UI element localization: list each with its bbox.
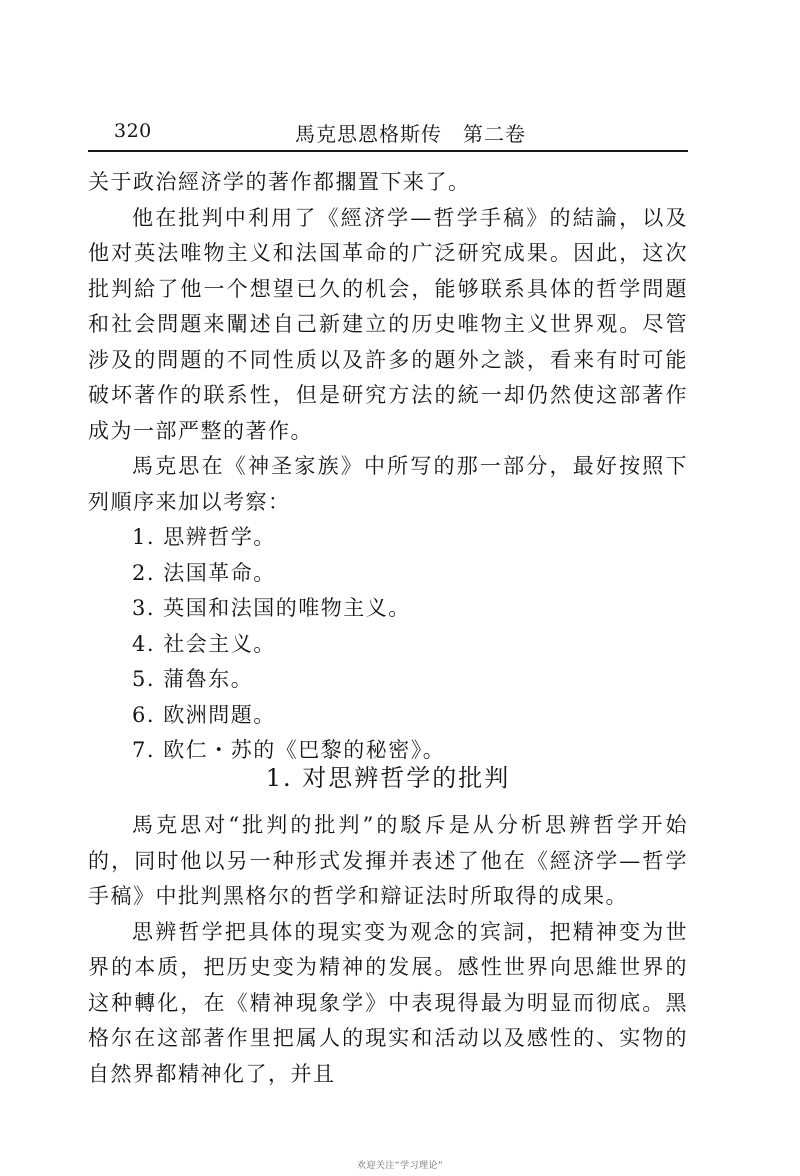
footer-watermark: 欢迎关注“学习理论” [356,1161,444,1171]
list-item: 1. 思辨哲学。 [132,525,276,549]
body-text-top [88,165,688,769]
paragraph-continued: 关于政治經济学的著作都擱置下来了。 [88,170,471,194]
paragraph: 馬克思在《神圣家族》中所写的那一部分，最好按照下列順序来加以考察： [88,454,688,514]
list-item: 2. 法国革命。 [132,560,276,585]
section-heading: 1. 对思辨哲学的批判 [265,764,511,792]
list-item: 5. 蒲魯东。 [132,667,254,691]
list-item: 3. 英国和法国的唯物主义。 [132,596,411,620]
paragraph: 思辨哲学把具体的現实变为观念的宾詞，把精神变为世界的本质，把历史变为精神的发展。感性世界向思維世界的这种轉化，在《精神現象学》中表現得最为明显而彻底。黑格尔在这部著作里把属人的現实和活动以及感性的、实物的自然界都精神化了，并且 [88,919,688,1086]
topic-list [88,520,688,769]
running-head: 馬克思恩格斯传 第二卷 [295,122,526,146]
list-item: 7. 欧仁・苏的《巴黎的秘密》。 [132,738,446,762]
paragraph: 他在批判中利用了《經济学—哲学手稿》的結論，以及他对英法唯物主义和法国革命的广泛研究成果。因此，这次批判給了他一个想望已久的机会，能够联系具体的哲学問題和社会問題来闡述自己新建立的历史唯物主义世界观。尽管涉及的問題的不同性质以及許多的題外之談，看来有时可能破坏著作的联系性，但是研究方法的統一却仍然使这部著作成为一部严整的著作。 [88,205,688,443]
page-header [88,118,688,152]
page-number: 320 [114,120,152,142]
list-item: 6. 欧洲問題。 [132,702,276,727]
paragraph: 馬克思对“批判的批判”的駁斥是从分析思辨哲学开始的，同时他以另一种形式发揮并表述了他在《經济学—哲学手稿》中批判黑格尔的哲学和辯证法时所取得的成果。 [88,813,688,908]
list-item: 4. 社会主义。 [132,631,276,656]
body-text-bottom [88,808,688,1092]
